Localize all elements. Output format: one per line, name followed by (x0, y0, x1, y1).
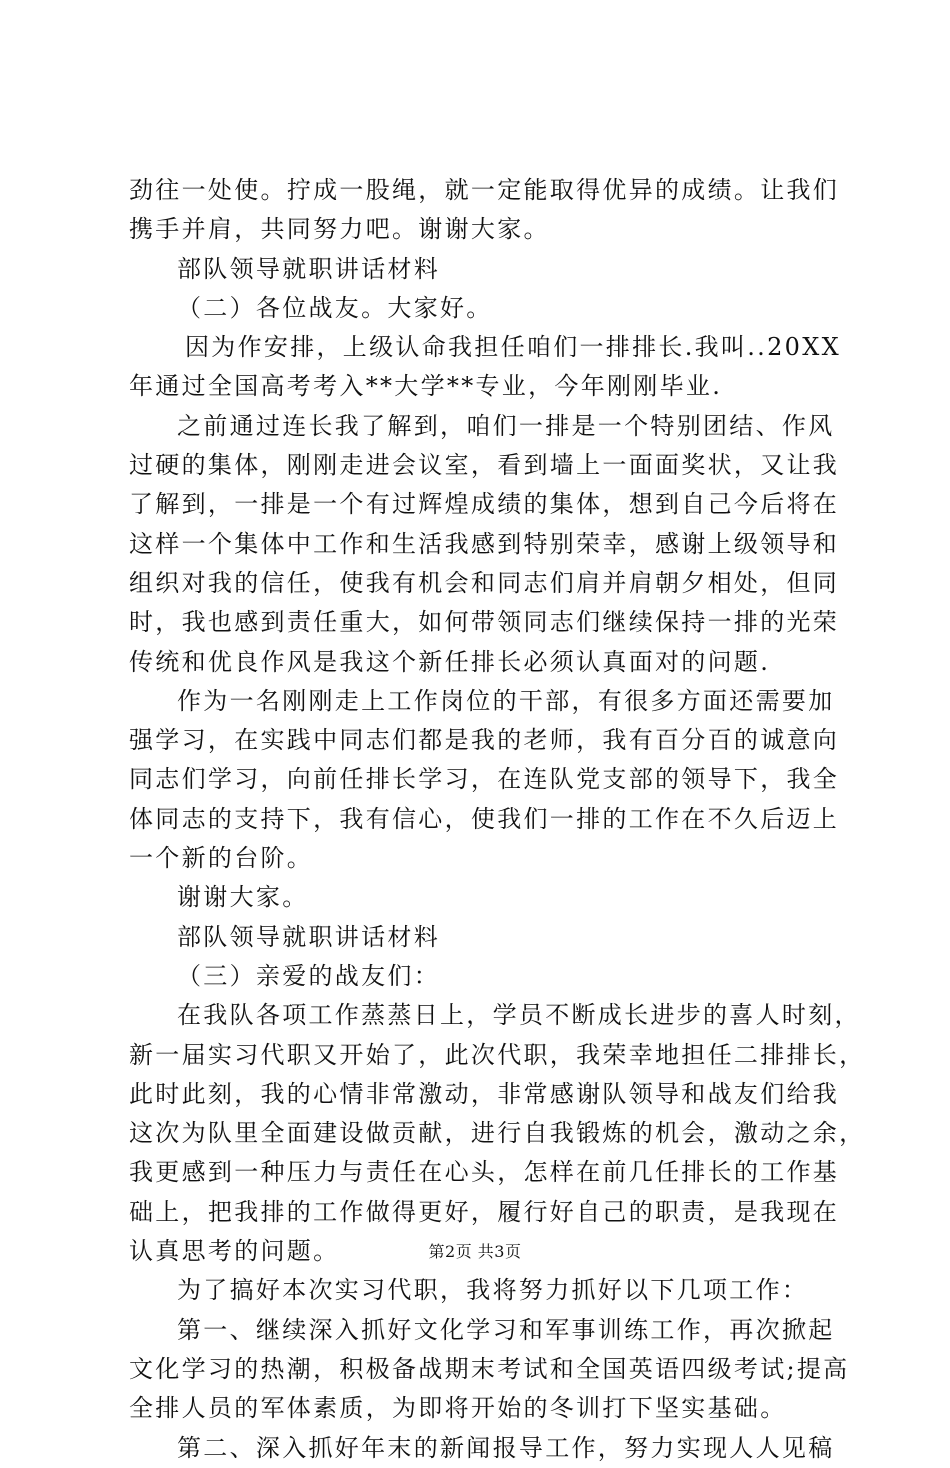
text-line: 因为作安排，上级认命我担任咱们一排排长.我叫..20XX (185, 333, 841, 362)
text-line: 此时此刻，我的心情非常激动，非常感谢队领导和战友们给我 (129, 1079, 840, 1108)
text-line: 体同志的支持下，我有信心，使我们一排的工作在不久后迈上 (129, 804, 840, 833)
text-line: 携手并肩，共同努力吧。谢谢大家。 (129, 215, 550, 244)
text-line: 年通过全国高考考入**大学**专业，今年刚刚毕业. (129, 372, 723, 401)
text-line: 作为一名刚刚走上工作岗位的干部，有很多方面还需要加 (177, 686, 835, 715)
section-number: （三）亲爱的战友们： (177, 961, 440, 990)
text-line: 之前通过连长我了解到，咱们一排是一个特别团结、作风 (177, 411, 835, 440)
text-line: 这样一个集体中工作和生活我感到特别荣幸，感谢上级领导和 (129, 529, 840, 558)
page-number: 第2页 共3页 (428, 1242, 522, 1261)
section-heading: 部队领导就职讲话材料 (177, 254, 440, 283)
text-line: 第二、深入抓好年末的新闻报导工作，努力实现人人见稿 (177, 1433, 835, 1462)
document-body (129, 171, 866, 1468)
text-line: 全排人员的军体素质，为即将开始的冬训打下坚实基础。 (129, 1394, 787, 1423)
section-number: （二）各位战友。大家好。 (177, 293, 493, 322)
text-line: 新一届实习代职又开始了，此次代职，我荣幸地担任二排排长， (129, 1040, 866, 1069)
text-line: 我更感到一种压力与责任在心头，怎样在前几任排长的工作基 (129, 1158, 840, 1187)
text-line: 强学习，在实践中同志们都是我的老师，我有百分百的诚意向 (129, 726, 840, 755)
text-line: 组织对我的信任，使我有机会和同志们肩并肩朝夕相处，但同 (129, 568, 840, 597)
text-line: 第一、继续深入抓好文化学习和军事训练工作，再次掀起 (177, 1315, 835, 1344)
text-line: 这次为队里全面建设做贡献，进行自我锻炼的机会，激动之余， (129, 1119, 866, 1148)
page-footer (0, 1242, 950, 1262)
text-line: 过硬的集体，刚刚走进会议室，看到墙上一面面奖状，又让我 (129, 451, 840, 480)
text-line: 同志们学习，向前任排长学习，在连队党支部的领导下，我全 (129, 765, 840, 794)
text-line: 了解到，一排是一个有过辉煌成绩的集体，想到自己今后将在 (129, 490, 840, 519)
text-line: 劲往一处使。拧成一股绳，就一定能取得优异的成绩。让我们 (129, 176, 840, 204)
text-line: 为了搞好本次实习代职，我将努力抓好以下几项工作： (177, 1276, 809, 1305)
section-heading: 部队领导就职讲话材料 (177, 922, 440, 951)
text-line: 一个新的台阶。 (129, 844, 314, 873)
text-line: 谢谢大家。 (177, 883, 309, 912)
text-line: 在我队各项工作蒸蒸日上，学员不断成长进步的喜人时刻， (177, 1001, 861, 1030)
text-line: 认真思考的问题。 (129, 1237, 340, 1266)
text-line: 时，我也感到责任重大，如何带领同志们继续保持一排的光荣 (129, 608, 840, 637)
text-line: 础上，把我排的工作做得更好，履行好自己的职责，是我现在 (129, 1197, 840, 1226)
text-line: 文化学习的热潮，积极备战期末考试和全国英语四级考试;提高 (129, 1354, 850, 1383)
text-line: 传统和优良作风是我这个新任排长必须认真面对的问题. (129, 647, 771, 676)
